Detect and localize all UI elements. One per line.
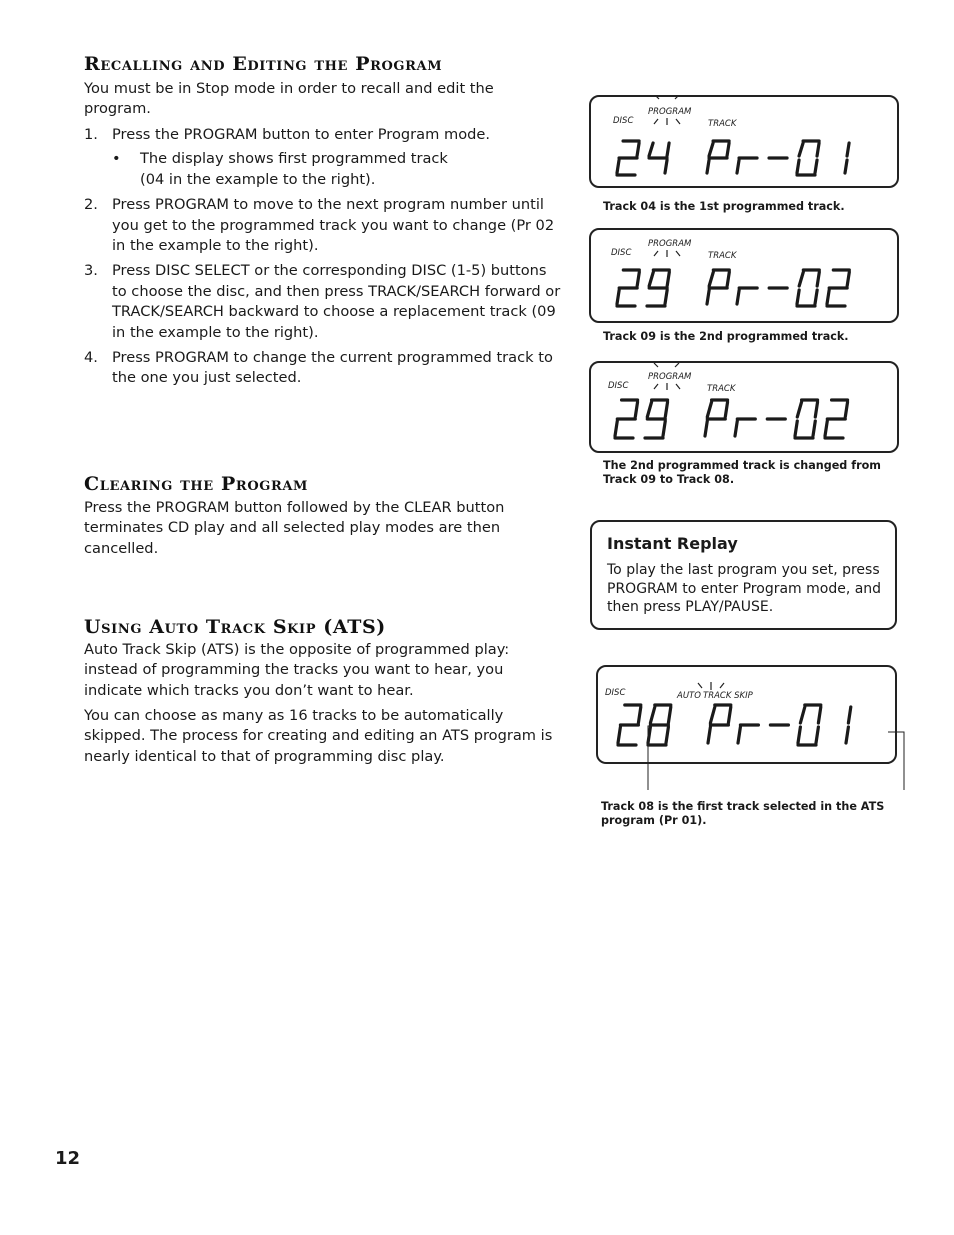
lcd-segment <box>647 402 651 417</box>
lcd-segment <box>737 290 739 304</box>
bullet-mark: • <box>112 150 121 168</box>
step-text: Press PROGRAM to move to the next program number until you get to the programmed track you want to change (Pr 02 in the example to the right). <box>112 196 555 255</box>
recall-heading: Recalling and Editing the Program <box>84 53 443 75</box>
disc-label: DISC <box>605 688 626 698</box>
lcd-segment <box>667 272 669 286</box>
lcd-segment <box>617 290 619 304</box>
lcd-segment <box>815 402 817 417</box>
lcd-segment <box>635 402 637 417</box>
ats-heading: Using Auto Track Skip (ATS) <box>84 616 386 638</box>
clear-text: Press the PROGRAM button followed by the CLEAR button terminates CD play and all selected play modes are then cancelled. <box>84 499 505 557</box>
lcd-segment <box>663 421 665 436</box>
lcd-readout <box>617 141 849 175</box>
clear-heading: Clearing the Program <box>84 473 309 495</box>
lcd-segment <box>845 402 847 417</box>
lcd-readout <box>615 400 848 438</box>
lcd-display-2 <box>589 228 899 323</box>
blink-indicator-icon <box>654 250 680 257</box>
program-label: PROGRAM <box>648 372 692 382</box>
recall-intro: You must be in Stop mode in order to recall and edit the program. <box>84 80 494 118</box>
lcd-segment <box>795 421 797 436</box>
step-number: 2. <box>84 196 98 214</box>
lcd-segment <box>637 272 639 286</box>
disc-label: DISC <box>611 248 632 258</box>
track-skip-label: TRACK SKIP <box>703 691 753 701</box>
program-label: PROGRAM <box>648 239 692 249</box>
recall-steps <box>84 125 564 394</box>
lcd-segment <box>815 160 817 173</box>
lcd-segment <box>618 727 620 743</box>
lcd-segment <box>847 272 849 286</box>
bullet-line-1: The display shows first programmed track <box>140 150 448 168</box>
step-text: Press DISC SELECT or the corresponding DISC (1-5) buttons to choose the disc, and then press TRACK/SEARCH forward or TRACK/SEARCH backward to choose a replacement track (09 in the example to the right). <box>112 262 561 341</box>
pointer-lines <box>640 700 920 795</box>
lcd-segment <box>637 143 639 156</box>
lcd-segment <box>735 421 737 436</box>
lcd-segment <box>615 421 617 436</box>
lcd-segment <box>847 143 849 156</box>
track-label: TRACK <box>708 119 737 129</box>
lcd-readout <box>617 270 849 306</box>
lcd-segment <box>725 402 727 417</box>
lcd-segment <box>667 143 669 156</box>
lcd-segment <box>665 160 667 173</box>
step-4 <box>84 348 564 389</box>
step-text: Press PROGRAM to change the current programmed track to the one you just selected. <box>112 349 553 387</box>
lcd-segment <box>797 290 799 304</box>
lcd-display-3 <box>589 361 899 453</box>
disc-label: DISC <box>613 116 634 126</box>
instant-replay-box <box>590 520 897 630</box>
lcd-display-2-graphic <box>591 230 897 321</box>
step-1 <box>84 125 564 190</box>
lcd-segment <box>825 421 827 436</box>
display-1-caption: Track 04 is the 1st programmed track. <box>603 200 845 213</box>
lcd-segment <box>737 160 739 173</box>
lcd-display-1 <box>589 95 899 188</box>
lcd-segment <box>845 160 847 173</box>
lcd-segment <box>817 143 819 156</box>
lcd-segment <box>649 272 653 286</box>
lcd-segment <box>797 160 799 173</box>
lcd-segment <box>617 160 619 173</box>
step-number: 1. <box>84 126 98 143</box>
lcd-segment <box>665 290 667 304</box>
pointer-line-program <box>888 732 904 790</box>
display-3-caption: The 2nd programmed track is changed from Track 09 to Track 08. <box>603 459 881 486</box>
lcd-segment <box>813 421 815 436</box>
display-2-caption: Track 09 is the 2nd programmed track. <box>603 330 849 343</box>
page-number: 12 <box>55 1148 81 1169</box>
lcd-segment <box>665 402 667 417</box>
lcd-display-1-graphic <box>591 97 897 186</box>
lcd-segment <box>707 160 709 173</box>
program-label: PROGRAM <box>648 107 692 117</box>
disc-label: DISC <box>608 381 629 391</box>
step-number: 4. <box>84 349 98 367</box>
step-number: 3. <box>84 262 98 280</box>
blink-indicator-icon <box>698 682 724 690</box>
lcd-segment <box>707 290 709 304</box>
track-label: TRACK <box>707 384 736 394</box>
step-text: Press the PROGRAM button to enter Program mode. <box>112 126 491 143</box>
lcd-segment <box>797 402 801 417</box>
instant-replay-text: To play the last program you set, press PROGRAM to enter Program mode, and then press PLAY/PAUSE. <box>607 562 882 616</box>
lcd-segment <box>705 421 707 436</box>
bullet-line-2: (04 in the example to the right). <box>140 170 376 188</box>
step-3 <box>84 261 564 343</box>
lcd-segment <box>799 272 803 286</box>
ats-paragraph-2: You can choose as many as 16 tracks to be automatically skipped. The process for creating and editing an ATS program is nearly identical to that of programming disc play. <box>84 707 553 765</box>
lcd-segment <box>817 272 819 286</box>
pointer-line-track <box>648 726 664 790</box>
lcd-segment <box>815 290 817 304</box>
lcd-segment <box>799 143 803 156</box>
track-label: TRACK <box>708 251 737 261</box>
lcd-segment <box>827 290 829 304</box>
display-ats-caption: Track 08 is the first track selected in the ATS program (Pr 01). <box>601 800 885 827</box>
instant-replay-title: Instant Replay <box>607 534 738 553</box>
lcd-segment <box>707 402 711 417</box>
lcd-segment <box>709 143 713 156</box>
lcd-segment <box>727 272 729 286</box>
step-2 <box>84 195 564 256</box>
lcd-segment <box>727 143 729 156</box>
lcd-segment <box>649 143 653 156</box>
lcd-segment <box>709 272 713 286</box>
auto-label: AUTO <box>677 691 701 701</box>
bullet-item <box>112 149 564 190</box>
ats-paragraph-1: Auto Track Skip (ATS) is the opposite of programmed play: instead of programming the tracks you want to hear, you indicate which tracks you don’t want to hear. <box>84 641 510 699</box>
lcd-display-3-graphic <box>591 363 897 451</box>
